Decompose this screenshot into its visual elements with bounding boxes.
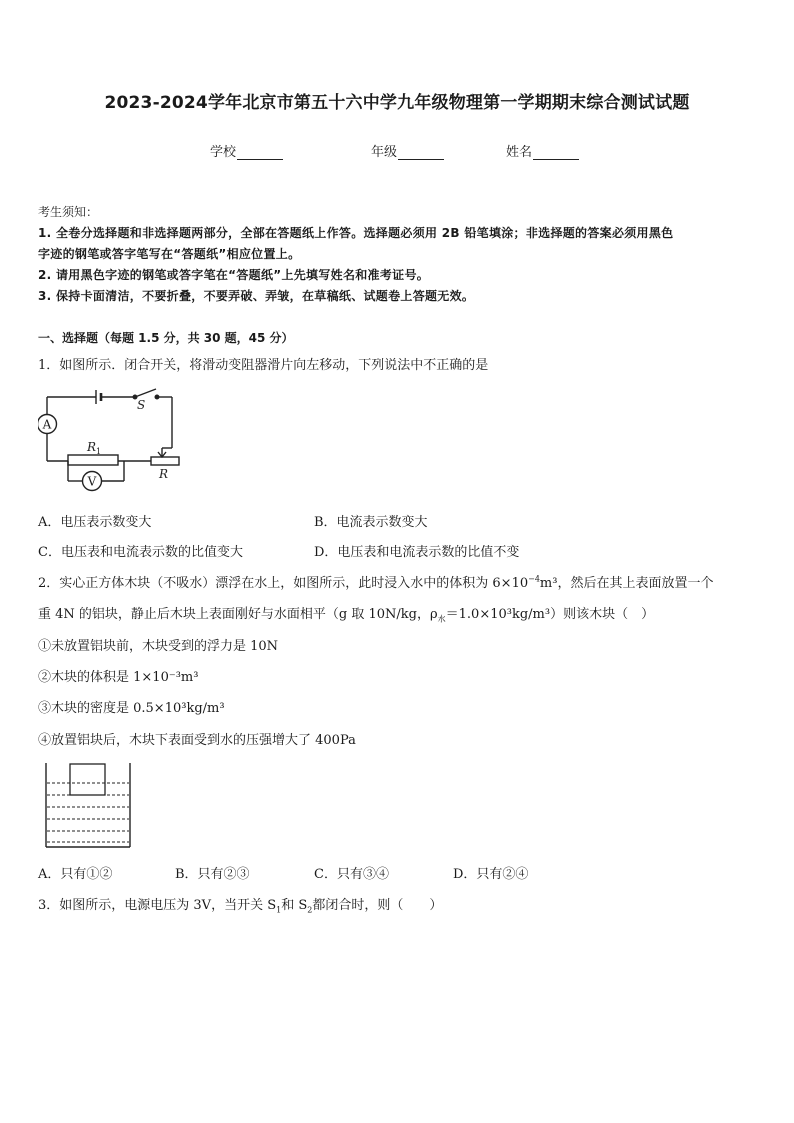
- q2-statement-3: ③木块的密度是 0.5×10³kg/m³: [38, 701, 225, 716]
- page-title: 2023-2024学年北京市第五十六中学九年级物理第一学期期末综合测试试题: [104, 93, 690, 113]
- grade-field: [371, 141, 444, 160]
- q2-exponent: −4: [528, 574, 540, 584]
- resistor-r1-subscript: 1: [96, 447, 102, 456]
- q2-stem-line-1-text: 2．实心正方体木块（不吸水）漂浮在水上，如图所示，此时浸入水中的体积为 6×10: [38, 576, 529, 591]
- q2-statement-4: ④放置铝块后，木块下表面受到水的压强增大了 400Pa: [38, 733, 356, 748]
- school-blank: [237, 146, 283, 160]
- q2-stem-line-1: [38, 572, 713, 591]
- q1-circuit-diagram: [38, 384, 188, 494]
- school-label: 学校: [210, 145, 237, 160]
- q3-s1-subscript: 1: [276, 905, 282, 915]
- q1-option-d: D．电压表和电流表示数的比值不变: [314, 545, 520, 560]
- ammeter-label: A: [42, 417, 52, 432]
- q2-stem-line-2-text: 重 4N 的铝块，静止后木块上表面刚好与水面相平（g 取 10N/kg，ρ: [38, 607, 438, 622]
- q3-s2-subscript: 2: [307, 905, 313, 915]
- q3-stem-tail: 都闭合时，则（ ）: [312, 898, 443, 913]
- q2-stem-line-2: [38, 603, 654, 625]
- q2-option-a: A．只有①②: [38, 867, 113, 882]
- q2-option-d: D．只有②④: [453, 867, 529, 882]
- grade-label: 年级: [371, 145, 398, 160]
- q2-option-c: C．只有③④: [314, 867, 389, 882]
- section-heading: 一、选择题（每题 1.5 分，共 30 题，45 分）: [38, 331, 294, 345]
- q3-stem-mid: 和 S: [281, 898, 308, 913]
- notice-line-4: 3. 保持卡面清洁，不要折叠，不要弄破、弄皱，在草稿纸、试题卷上答题无效。: [38, 289, 475, 303]
- q3-stem: [38, 894, 442, 915]
- q2-stem-line-1-tail: m³，然后在其上表面放置一个: [539, 576, 714, 591]
- name-label: 姓名: [506, 145, 533, 160]
- school-field: [210, 141, 283, 160]
- q1-option-b: B．电流表示数变大: [314, 515, 428, 530]
- notice-line-1: 1. 全卷分选择题和非选择题两部分，全部在答题纸上作答。选择题必须用 2B 铅笔填涂；非选择题的答案必须用黑色: [38, 226, 674, 240]
- q3-stem-text: 3．如图所示，电源电压为 3V，当开关 S: [38, 898, 277, 913]
- q2-stem-line-2-tail: ＝1.0×10³kg/m³）则该木块（ ）: [445, 607, 655, 622]
- q2-container-diagram: [44, 762, 134, 850]
- q2-water-subscript: 水: [437, 614, 446, 624]
- name-field: [506, 141, 579, 160]
- switch-label: S: [137, 398, 146, 412]
- q1-option-a: A．电压表示数变大: [38, 515, 152, 530]
- notice-heading: 考生须知：: [38, 205, 99, 219]
- q2-option-b: B．只有②③: [175, 867, 250, 882]
- rheostat-label: R: [159, 467, 169, 481]
- q1-stem: 1．如图所示．闭合开关，将滑动变阻器滑片向左移动，下列说法中不正确的是: [38, 358, 489, 373]
- q2-statement-1: ①未放置铝块前，木块受到的浮力是 10N: [38, 639, 279, 654]
- name-blank: [533, 146, 579, 160]
- q1-option-c: C．电压表和电流表示数的比值变大: [38, 545, 243, 560]
- notice-line-3: 2. 请用黑色字迹的钢笔或答字笔在“答题纸”上先填写姓名和准考证号。: [38, 268, 430, 282]
- notice-line-2: 字迹的钢笔或答字笔写在“答题纸”相应位置上。: [38, 247, 301, 261]
- grade-blank: [398, 146, 444, 160]
- voltmeter-label: V: [87, 474, 97, 489]
- resistor-r1-label: R: [87, 440, 97, 454]
- q2-statement-2: ②木块的体积是 1×10⁻³m³: [38, 670, 199, 685]
